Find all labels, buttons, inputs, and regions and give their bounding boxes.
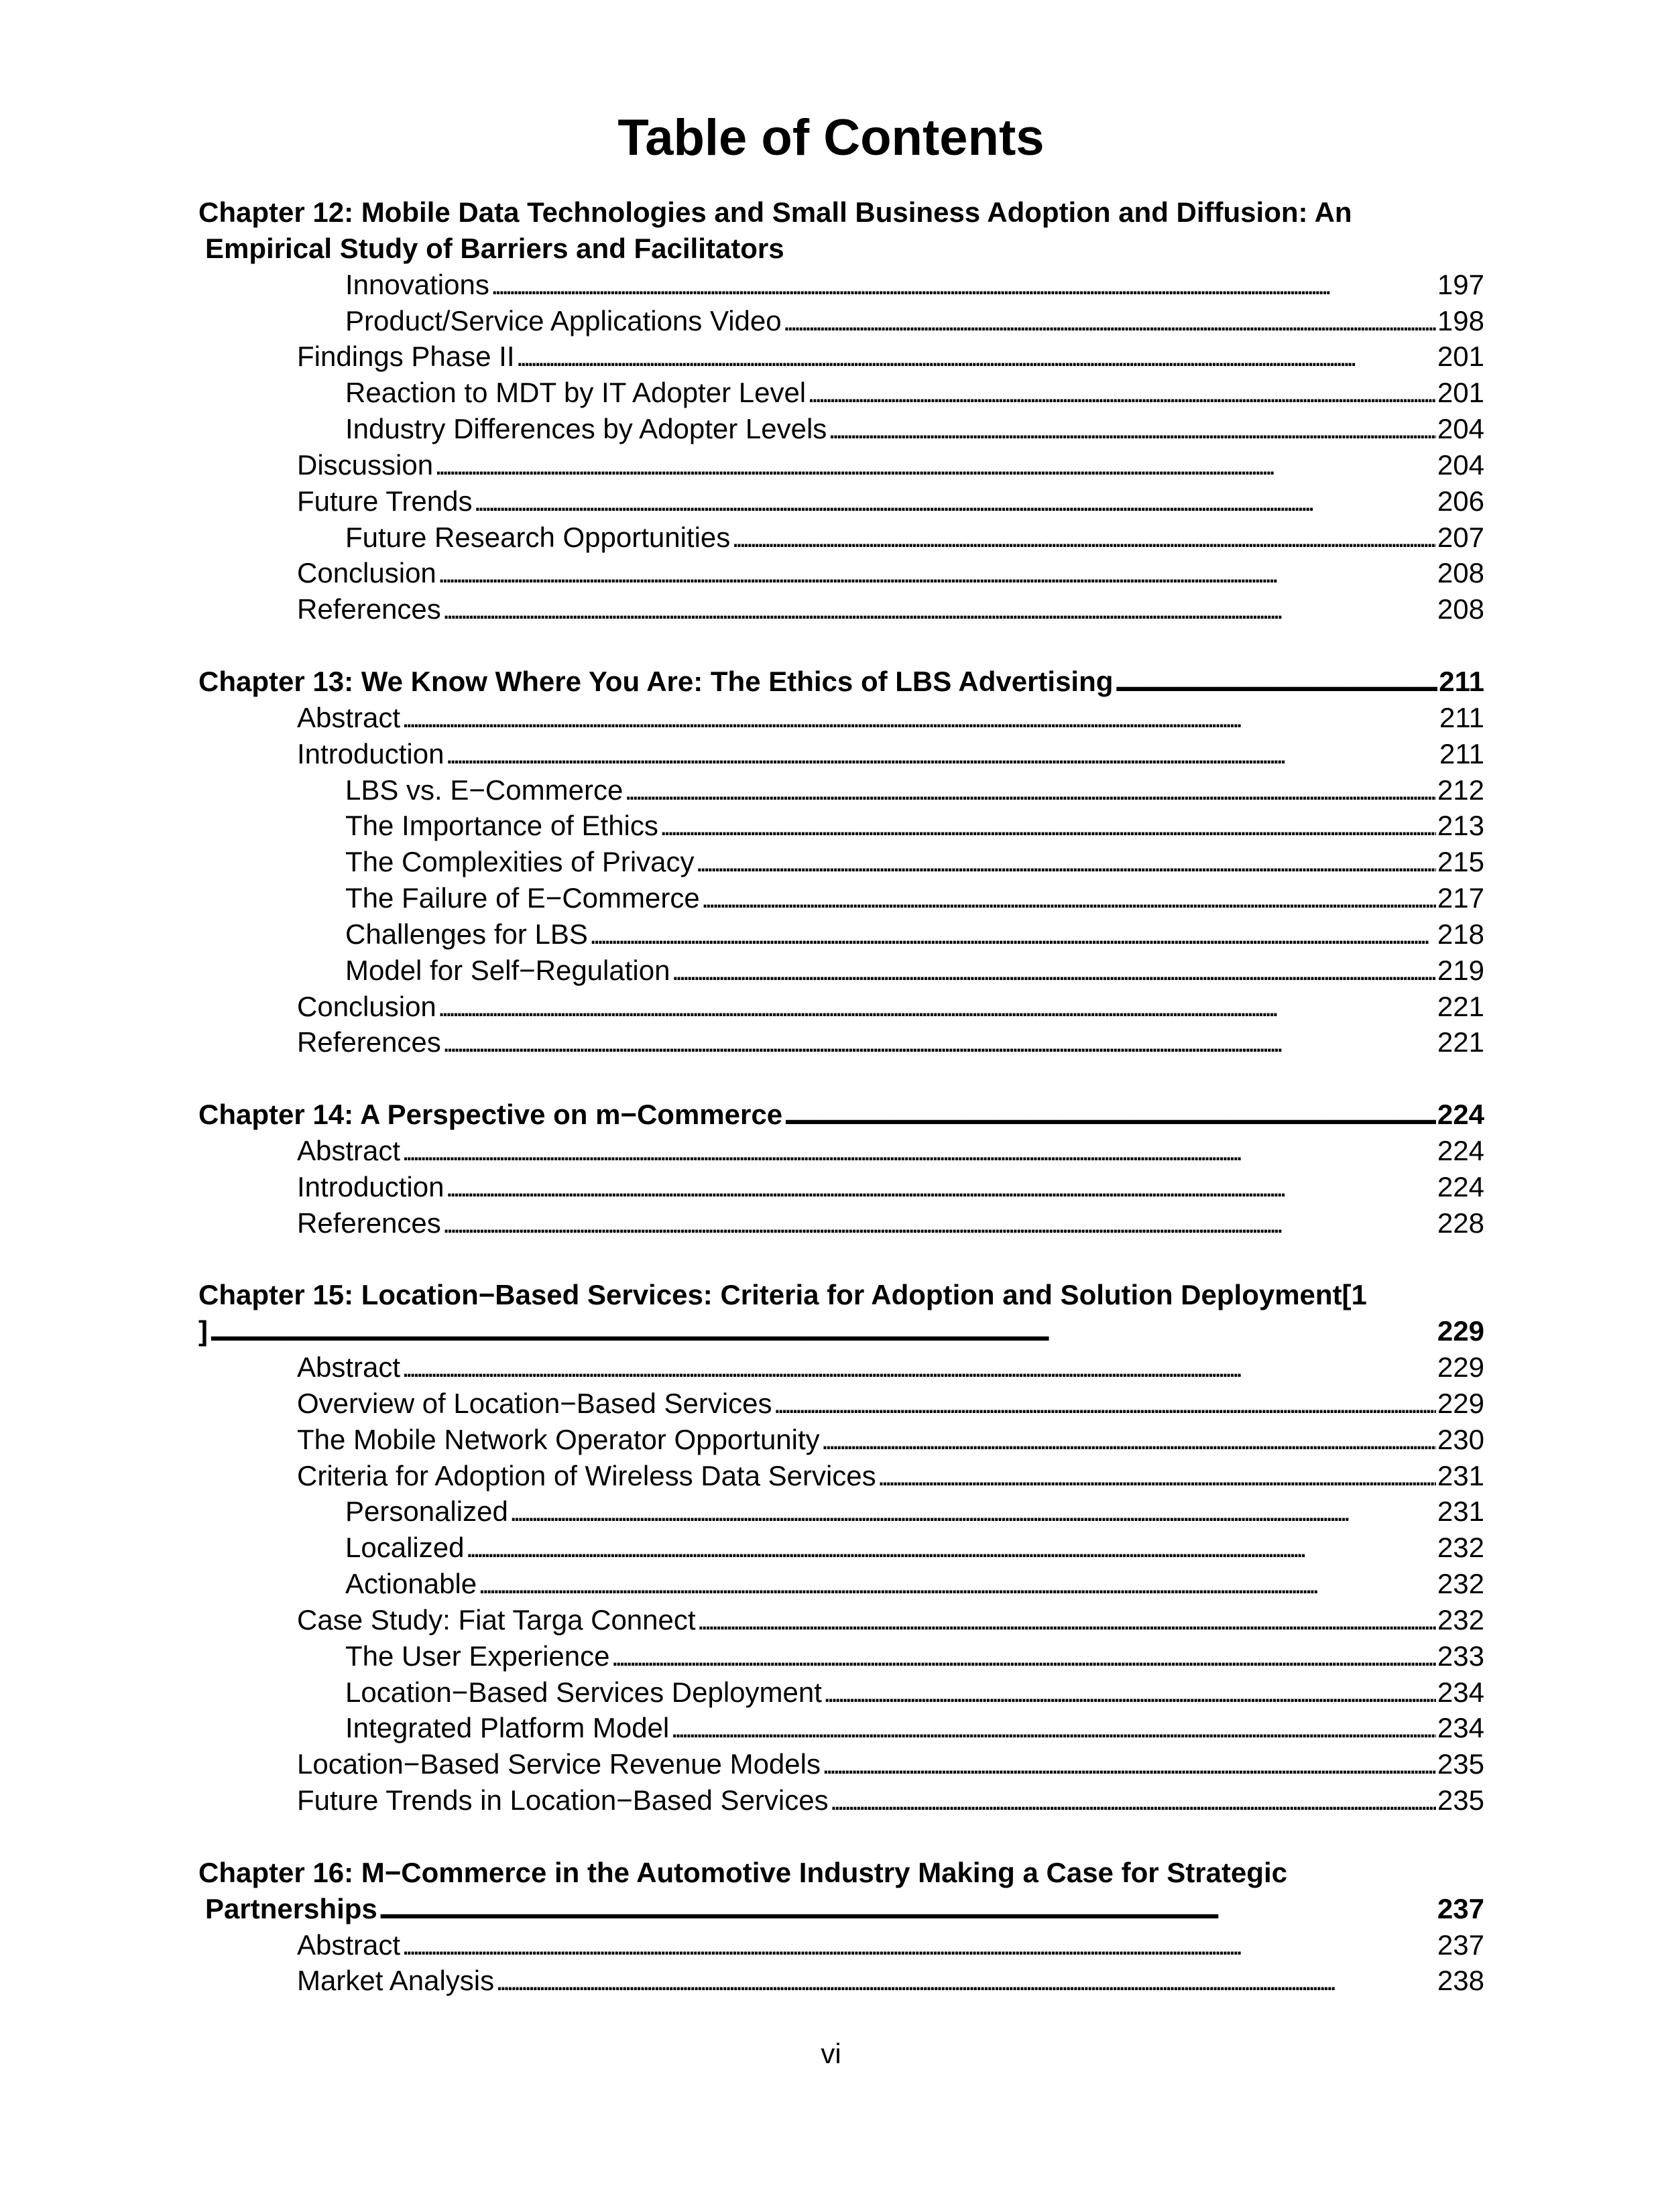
entry-label: Introduction xyxy=(297,1170,444,1203)
entry-page: 229 xyxy=(1437,1351,1484,1383)
dot-leader xyxy=(589,916,1436,953)
dot-leader xyxy=(624,772,1436,808)
dot-leader xyxy=(822,1746,1436,1782)
toc-entry[interactable] xyxy=(198,1638,1484,1674)
entry-label: Future Trends xyxy=(297,485,473,517)
toc-entry[interactable] xyxy=(198,591,1484,627)
entry-page: 235 xyxy=(1437,1784,1484,1817)
dot-leader xyxy=(438,555,1436,591)
dot-leader xyxy=(491,267,1436,303)
entry-page: 201 xyxy=(1437,377,1484,409)
toc-entry[interactable] xyxy=(198,339,1484,375)
entry-label: Abstract xyxy=(297,701,401,733)
dot-leader xyxy=(402,1349,1436,1386)
entry-label: Model for Self−Regulation xyxy=(345,954,670,986)
dot-leader xyxy=(379,1891,1436,1927)
toc-entry[interactable] xyxy=(198,844,1484,880)
entry-page: 208 xyxy=(1437,557,1484,589)
page-number: vi xyxy=(821,2038,841,2069)
entry-page: 231 xyxy=(1437,1495,1484,1528)
toc-entry[interactable] xyxy=(198,953,1484,989)
dot-leader xyxy=(784,1097,1436,1133)
entry-label: References xyxy=(297,1026,441,1058)
entry-page: 228 xyxy=(1437,1207,1484,1239)
dot-leader xyxy=(611,1638,1436,1674)
toc-entry[interactable] xyxy=(198,519,1484,556)
toc-entry[interactable] xyxy=(198,267,1484,303)
chapter-title: Partnerships xyxy=(205,1892,377,1924)
entry-label: Criteria for Adoption of Wireless Data Services xyxy=(297,1459,876,1491)
dot-leader xyxy=(783,303,1436,339)
toc-entry[interactable] xyxy=(198,1205,1484,1241)
entry-label: LBS vs. E−Commerce xyxy=(345,774,624,806)
dot-leader xyxy=(442,1205,1436,1241)
chapter-title: Chapter 13: We Know Where You Are: The Ethics of LBS Advertising xyxy=(198,665,1114,697)
entry-page: 237 xyxy=(1437,1928,1484,1961)
chapter-page: 224 xyxy=(1437,1099,1484,1131)
entry-page: 201 xyxy=(1437,341,1484,373)
toc-entry[interactable] xyxy=(198,736,1484,772)
entry-label: The User Experience xyxy=(345,1640,610,1672)
entry-page: 233 xyxy=(1437,1640,1484,1672)
dot-leader xyxy=(465,1530,1435,1566)
toc-entry[interactable] xyxy=(198,1602,1484,1638)
entry-label: Future Trends in Location−Based Services xyxy=(297,1784,829,1817)
entry-label: Reaction to MDT by IT Adopter Level xyxy=(345,377,807,409)
entry-label: Case Study: Fiat Targa Connect xyxy=(297,1603,696,1636)
chapter-15-title-line1[interactable]: Chapter 15: Location−Based Services: Criteria for Adoption and Solution Deployment[1 xyxy=(198,1279,1367,1311)
dot-leader xyxy=(696,844,1436,880)
entry-page: 229 xyxy=(1437,1387,1484,1419)
chapter-14-heading[interactable] xyxy=(198,1097,1484,1133)
entry-page: 234 xyxy=(1437,1712,1484,1744)
dot-leader xyxy=(821,1422,1436,1458)
entry-label: Abstract xyxy=(297,1351,401,1383)
entry-page: 218 xyxy=(1437,918,1484,950)
entry-label: The Importance of Ethics xyxy=(345,810,658,842)
entry-page: 211 xyxy=(1439,737,1484,770)
entry-label: Findings Phase II xyxy=(297,341,515,373)
dot-leader xyxy=(402,700,1438,736)
entry-page: 207 xyxy=(1437,521,1484,553)
entry-label: Challenges for LBS xyxy=(345,918,588,950)
dot-leader xyxy=(1114,664,1437,700)
entry-page: 231 xyxy=(1437,1459,1484,1491)
toc-entry[interactable] xyxy=(198,303,1484,339)
entry-label: Integrated Platform Model xyxy=(345,1712,670,1744)
dot-leader xyxy=(445,1169,1435,1205)
toc-entry[interactable] xyxy=(198,1674,1484,1711)
entry-page: 204 xyxy=(1437,448,1484,481)
toc-entry[interactable] xyxy=(198,772,1484,808)
entry-label: Industry Differences by Adopter Levels xyxy=(345,413,827,445)
toc-entry[interactable] xyxy=(198,1169,1484,1205)
entry-page: 232 xyxy=(1437,1603,1484,1636)
toc-entry[interactable] xyxy=(198,808,1484,844)
dot-leader xyxy=(516,339,1436,375)
dot-leader xyxy=(510,1493,1436,1530)
dot-leader xyxy=(701,880,1436,916)
chapter-page: 237 xyxy=(1437,1892,1484,1924)
entry-page: 235 xyxy=(1437,1748,1484,1780)
toc-entry[interactable] xyxy=(198,1963,1484,1999)
dot-leader xyxy=(445,736,1438,772)
toc-entry[interactable] xyxy=(198,1782,1484,1819)
entry-page: 232 xyxy=(1437,1568,1484,1600)
entry-page: 198 xyxy=(1437,304,1484,336)
toc-entry[interactable] xyxy=(198,411,1484,447)
entry-page: 221 xyxy=(1437,990,1484,1022)
dot-leader xyxy=(828,411,1436,447)
dot-leader xyxy=(442,1024,1436,1060)
dot-leader xyxy=(495,1963,1436,1999)
dot-leader xyxy=(670,1710,1436,1746)
chapter-12-title-line1[interactable]: Chapter 12: Mobile Data Technologies and Small Business Adoption and Diffusion: An xyxy=(198,196,1352,228)
entry-page: 197 xyxy=(1437,268,1484,300)
toc-entry[interactable] xyxy=(198,1566,1484,1602)
toc-entry[interactable] xyxy=(198,1024,1484,1060)
toc-entry[interactable] xyxy=(198,989,1484,1025)
dot-leader xyxy=(402,1927,1436,1963)
entry-label: Abstract xyxy=(297,1134,401,1166)
toc-entry[interactable] xyxy=(198,1386,1484,1422)
chapter-page: 211 xyxy=(1439,665,1484,697)
entry-label: Actionable xyxy=(345,1568,477,1600)
chapter-title: ] xyxy=(198,1315,208,1347)
entry-label: Overview of Location−Based Services xyxy=(297,1387,772,1419)
entry-page: 206 xyxy=(1437,485,1484,517)
entry-page: 230 xyxy=(1437,1423,1484,1455)
dot-leader xyxy=(434,447,1436,483)
dot-leader xyxy=(878,1458,1436,1494)
entry-page: 234 xyxy=(1437,1676,1484,1708)
entry-label: Conclusion xyxy=(297,557,436,589)
entry-page: 213 xyxy=(1437,810,1484,842)
toc-entry[interactable] xyxy=(198,1746,1484,1782)
toc-entry[interactable] xyxy=(198,880,1484,916)
entry-label: Location−Based Services Deployment xyxy=(345,1676,822,1708)
dot-leader xyxy=(731,519,1436,556)
dot-leader xyxy=(830,1782,1436,1819)
entry-label: References xyxy=(297,1207,441,1239)
entry-label: Personalized xyxy=(345,1495,508,1528)
entry-page: 221 xyxy=(1437,1026,1484,1058)
toc-entry[interactable] xyxy=(198,1530,1484,1566)
toc-entry[interactable] xyxy=(198,447,1484,483)
chapter-16-title-line1[interactable]: Chapter 16: M−Commerce in the Automotive Industry Making a Case for Strategic xyxy=(198,1856,1287,1888)
dot-leader xyxy=(807,375,1436,411)
toc-entry[interactable] xyxy=(198,1349,1484,1386)
entry-label: Innovations xyxy=(345,268,489,300)
dot-leader xyxy=(671,953,1435,989)
entry-label: Localized xyxy=(345,1532,465,1564)
toc-entry[interactable] xyxy=(198,483,1484,519)
entry-page: 217 xyxy=(1437,882,1484,914)
entry-label: Location−Based Service Revenue Models xyxy=(297,1748,821,1780)
entry-page: 219 xyxy=(1437,954,1484,986)
entry-label: Market Analysis xyxy=(297,1965,495,1997)
page-title: Table of Contents xyxy=(617,109,1045,166)
toc-entry[interactable] xyxy=(198,555,1484,591)
toc-entry[interactable] xyxy=(198,1133,1484,1169)
entry-label: Discussion xyxy=(297,448,434,481)
entry-label: Conclusion xyxy=(297,990,436,1022)
entry-page: 208 xyxy=(1437,593,1484,625)
dot-leader xyxy=(660,808,1436,844)
toc-entry[interactable] xyxy=(198,1927,1484,1963)
toc-entry[interactable] xyxy=(198,1710,1484,1746)
entry-page: 232 xyxy=(1437,1532,1484,1564)
toc-entry[interactable] xyxy=(198,1493,1484,1530)
chapter-15-heading[interactable] xyxy=(198,1313,1484,1349)
entry-page: 204 xyxy=(1437,413,1484,445)
entry-page: 215 xyxy=(1437,846,1484,878)
entry-page: 212 xyxy=(1437,774,1484,806)
entry-label: Future Research Opportunities xyxy=(345,521,731,553)
entry-label: Introduction xyxy=(297,737,444,770)
entry-label: The Complexities of Privacy xyxy=(345,846,695,878)
entry-label: Abstract xyxy=(297,1928,401,1961)
chapter-title: Chapter 14: A Perspective on m−Commerce xyxy=(198,1099,783,1131)
dot-leader xyxy=(442,591,1436,627)
dot-leader xyxy=(473,483,1435,519)
entry-page: 224 xyxy=(1437,1170,1484,1203)
dot-leader xyxy=(438,989,1436,1025)
dot-leader xyxy=(209,1313,1436,1349)
entry-label: References xyxy=(297,593,441,625)
dot-leader xyxy=(774,1386,1436,1422)
toc-entry[interactable] xyxy=(198,375,1484,411)
entry-label: The Mobile Network Operator Opportunity xyxy=(297,1423,820,1455)
entry-page: 224 xyxy=(1437,1134,1484,1166)
dot-leader xyxy=(402,1133,1436,1169)
entry-label: The Failure of E−Commerce xyxy=(345,882,700,914)
toc-entry[interactable] xyxy=(198,700,1484,736)
toc-entry[interactable] xyxy=(198,1458,1484,1494)
entry-page: 211 xyxy=(1439,701,1484,733)
entry-label: Product/Service Applications Video xyxy=(345,304,782,336)
chapter-13-heading[interactable] xyxy=(198,664,1484,700)
toc-entry[interactable] xyxy=(198,1422,1484,1458)
table-of-contents xyxy=(198,194,1484,1999)
dot-leader xyxy=(697,1602,1436,1638)
dot-leader xyxy=(823,1674,1436,1711)
chapter-16-heading[interactable] xyxy=(198,1891,1484,1927)
chapter-12-title-line2[interactable]: Empirical Study of Barriers and Facilitators xyxy=(205,232,784,264)
dot-leader xyxy=(478,1566,1436,1602)
entry-page: 238 xyxy=(1437,1965,1484,1997)
chapter-page: 229 xyxy=(1437,1315,1484,1347)
toc-entry[interactable] xyxy=(198,916,1484,953)
